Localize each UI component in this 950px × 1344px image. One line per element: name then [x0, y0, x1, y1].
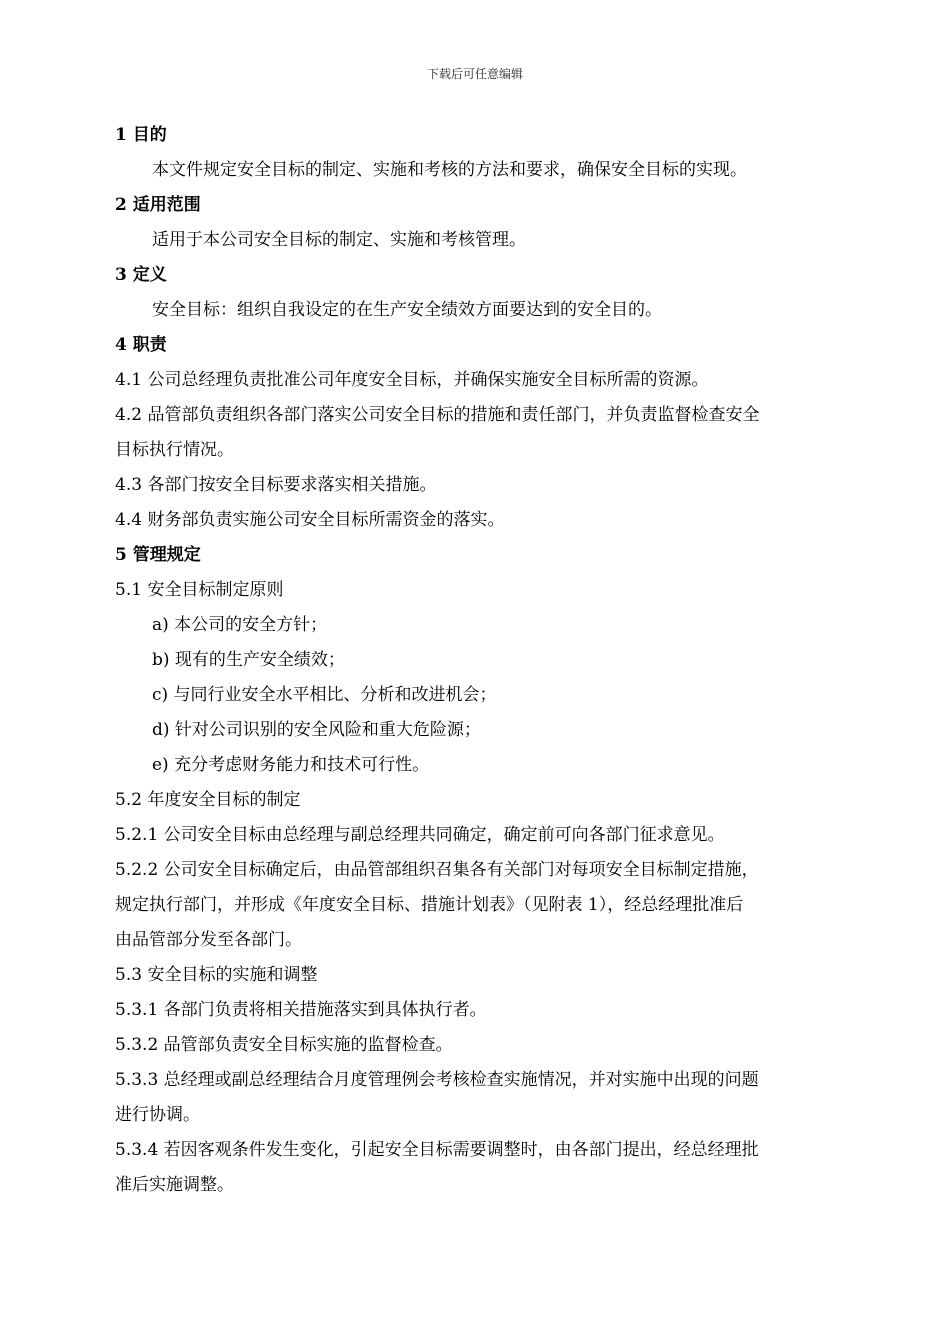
paragraph-purpose: 本文件规定安全目标的制定、实施和考核的方法和要求，确保安全目标的实现。: [152, 160, 747, 180]
clause-5-3-4-line-1: 5.3.4 若因客观条件发生变化，引起安全目标需要调整时，由各部门提出，经总经理批: [115, 1140, 759, 1160]
paragraph-definition: 安全目标：组织自我设定的在生产安全绩效方面要达到的安全目的。: [152, 300, 662, 320]
section-heading-management: 5 管理规定: [115, 545, 201, 565]
clause-5-2-2-line-3: 由品管部分发至各部门。: [115, 930, 302, 950]
clause-5-3-2: 5.3.2 品管部负责安全目标实施的监督检查。: [115, 1035, 453, 1055]
clause-5-2-1: 5.2.1 公司安全目标由总经理与副总经理共同确定，确定前可向各部门征求意见。: [115, 825, 725, 845]
clause-5-3-3-line-2: 进行协调。: [115, 1105, 200, 1125]
list-item-d: d) 针对公司识别的安全风险和重大危险源；: [152, 720, 481, 740]
clause-5-2-2-line-2: 规定执行部门，并形成《年度安全目标、措施计划表》（见附表 1），经总经理批准后: [115, 895, 744, 915]
section-heading-responsibilities: 4 职责: [115, 335, 167, 355]
list-item-b: b) 现有的生产安全绩效；: [152, 650, 345, 670]
clause-5-3: 5.3 安全目标的实施和调整: [115, 965, 318, 985]
paragraph-scope: 适用于本公司安全目标的制定、实施和考核管理。: [152, 230, 526, 250]
document-body: [115, 118, 840, 1203]
clause-4-2-line-2: 目标执行情况。: [115, 440, 234, 460]
clause-5-3-4-line-2: 准后实施调整。: [115, 1175, 234, 1195]
list-item-e: e) 充分考虑财务能力和技术可行性。: [152, 755, 430, 775]
section-heading-scope: 2 适用范围: [115, 195, 201, 215]
clause-4-4: 4.4 财务部负责实施公司安全目标所需资金的落实。: [115, 510, 505, 530]
clause-5-3-3-line-1: 5.3.3 总经理或副总经理结合月度管理例会考核检查实施情况，并对实施中出现的问题: [115, 1070, 759, 1090]
section-heading-definition: 3 定义: [115, 265, 167, 285]
clause-4-1: 4.1 公司总经理负责批准公司年度安全目标，并确保实施安全目标所需的资源。: [115, 370, 709, 390]
clause-5-2-2-line-1: 5.2.2 公司安全目标确定后，由品管部组织召集各有关部门对每项安全目标制定措施，: [115, 860, 759, 880]
clause-5-3-1: 5.3.1 各部门负责将相关措施落实到具体执行者。: [115, 1000, 487, 1020]
clause-4-2-line-1: 4.2 品管部负责组织各部门落实公司安全目标的措施和责任部门，并负责监督检查安全: [115, 405, 760, 425]
header-note: 下载后可任意编辑: [426, 67, 523, 81]
list-item-c: c) 与同行业安全水平相比、分析和改进机会；: [152, 685, 497, 705]
clause-5-1: 5.1 安全目标制定原则: [115, 580, 284, 600]
clause-4-3: 4.3 各部门按安全目标要求落实相关措施。: [115, 475, 437, 495]
clause-5-2: 5.2 年度安全目标的制定: [115, 790, 301, 810]
list-item-a: a) 本公司的安全方针；: [152, 615, 328, 635]
section-heading-purpose: 1 目的: [115, 125, 167, 145]
